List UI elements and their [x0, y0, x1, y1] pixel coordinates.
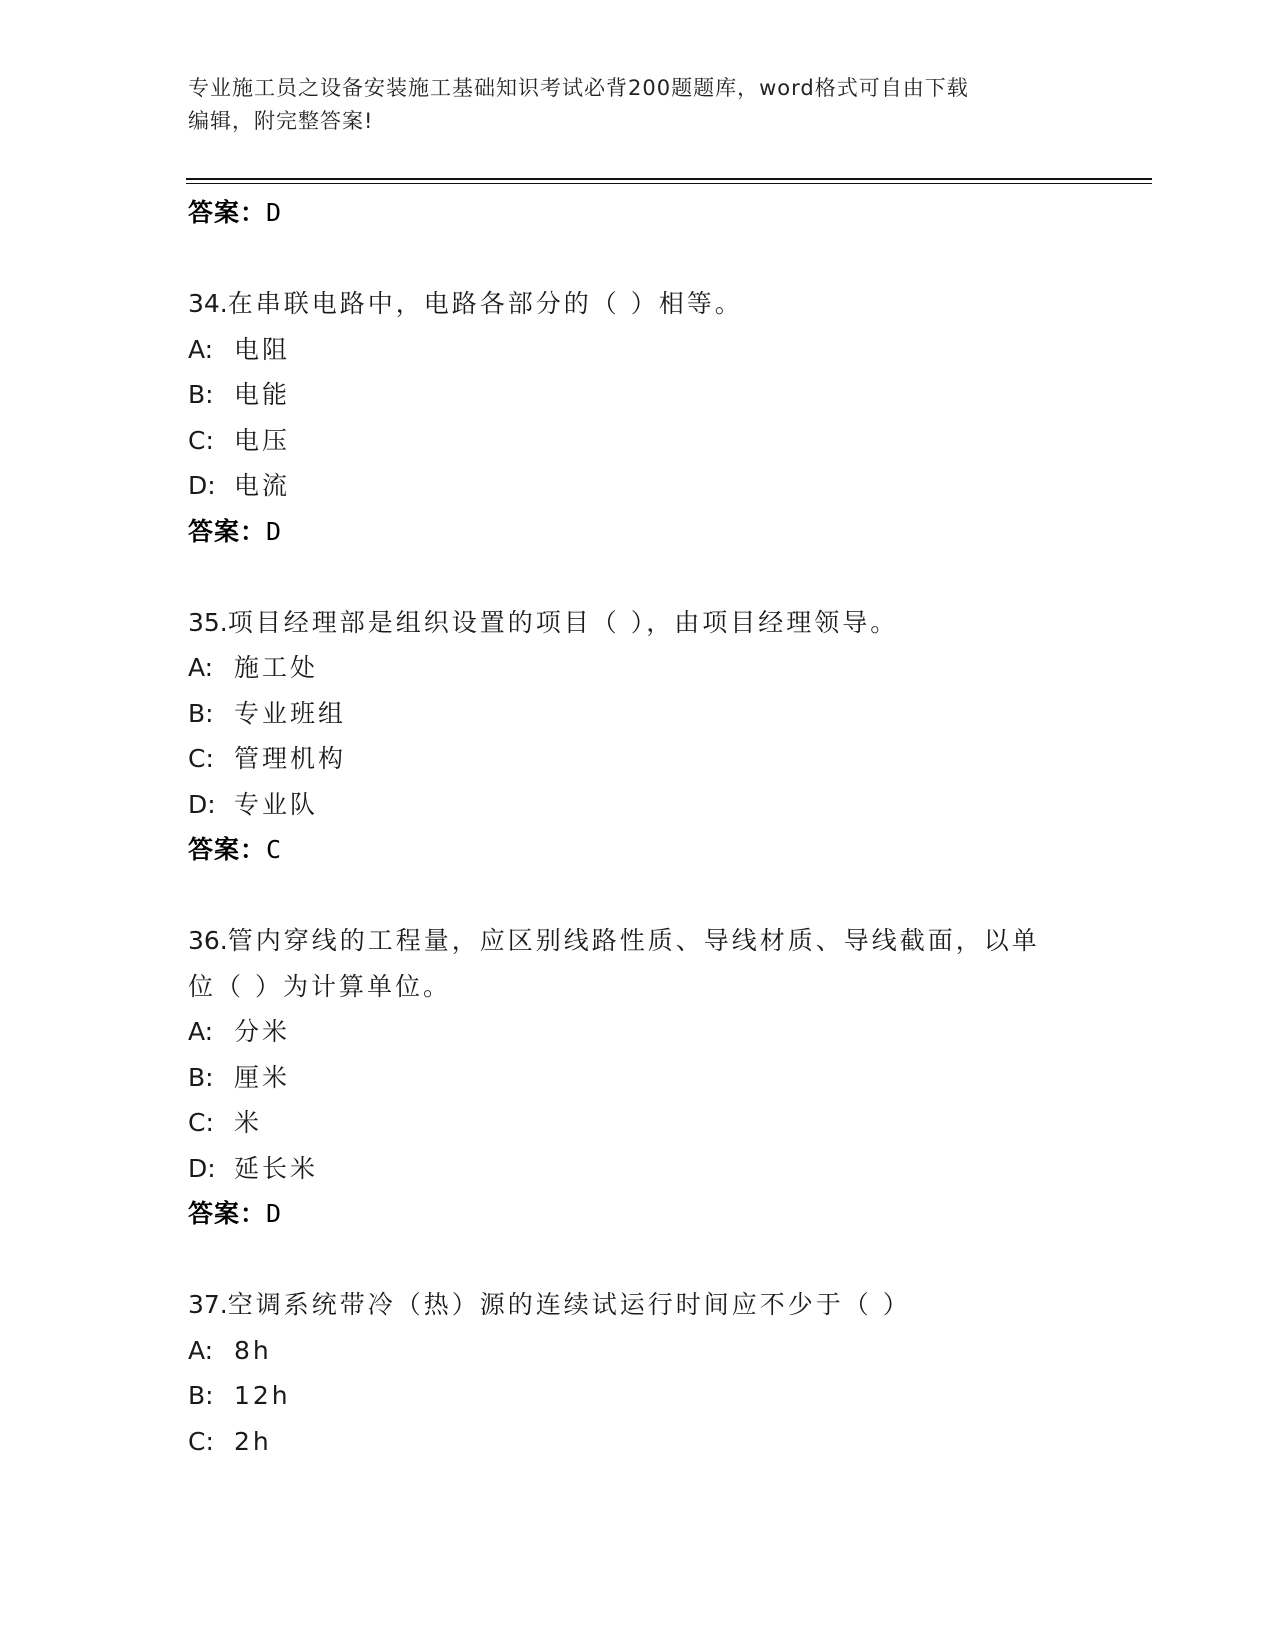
question-number: 35.	[188, 607, 228, 637]
option-text: 电阻	[234, 334, 291, 364]
option-c	[188, 1419, 1108, 1465]
option-key: A:	[188, 334, 214, 364]
option-d	[188, 782, 1108, 828]
option-text: 分米	[234, 1017, 291, 1046]
answer-value: D	[266, 1199, 283, 1228]
option-key: D:	[188, 1153, 216, 1183]
option-key: B:	[188, 380, 214, 409]
answer-value: D	[266, 516, 283, 546]
option-b	[188, 691, 1108, 737]
question-stem	[188, 1282, 1108, 1328]
question-number: 34.	[188, 289, 228, 318]
option-text: 专业队	[234, 789, 319, 819]
answer-label: 答案：	[188, 198, 267, 227]
option-key: A:	[188, 1017, 214, 1046]
question-block-37	[188, 1282, 1108, 1464]
question-stem	[188, 918, 1108, 964]
option-c	[188, 1100, 1108, 1146]
option-key: B:	[188, 698, 214, 728]
option-text: 米	[234, 1108, 263, 1137]
option-key: C:	[188, 1426, 214, 1456]
spacer	[188, 873, 1108, 919]
option-key: C:	[188, 1108, 214, 1137]
question-list	[188, 190, 1108, 1464]
option-text: 电流	[234, 471, 291, 500]
document-header	[188, 72, 1068, 138]
answer-line	[188, 827, 1108, 873]
answer-line	[188, 509, 1108, 555]
option-text: 2h	[234, 1426, 272, 1456]
option-key: C:	[188, 744, 214, 773]
option-a	[188, 1328, 1108, 1374]
question-stem	[188, 281, 1108, 327]
question-text: 在串联电路中，电路各部分的（ ）相等。	[227, 289, 743, 318]
spacer	[188, 1237, 1108, 1283]
question-stem	[188, 600, 1108, 646]
option-b	[188, 372, 1108, 418]
question-number: 36.	[188, 926, 228, 955]
option-b	[188, 1373, 1108, 1419]
option-text: 施工处	[234, 653, 319, 682]
question-block-34	[188, 281, 1108, 554]
question-block-35	[188, 600, 1108, 873]
header-divider-thick	[186, 178, 1152, 180]
option-d	[188, 463, 1108, 509]
previous-answer	[188, 190, 1108, 236]
option-key: C:	[188, 425, 214, 455]
spacer	[188, 554, 1108, 600]
option-key: B:	[188, 1062, 214, 1092]
question-text: 空调系统带冷（热）源的连续试运行时间应不少于（ ）	[227, 1290, 911, 1319]
option-d	[188, 1146, 1108, 1192]
answer-label: 答案：	[188, 516, 267, 546]
answer-label: 答案：	[188, 835, 267, 864]
option-a	[188, 645, 1108, 691]
option-key: D:	[188, 789, 216, 819]
option-key: A:	[188, 1335, 214, 1365]
option-key: D:	[188, 471, 216, 500]
option-c	[188, 418, 1108, 464]
header-divider-thin	[186, 183, 1152, 184]
question-number: 37.	[188, 1290, 228, 1319]
option-text: 8h	[234, 1335, 272, 1365]
option-text: 电压	[234, 425, 291, 455]
option-a	[188, 1009, 1108, 1055]
question-text: 位（ ）为计算单位。	[188, 971, 451, 1001]
option-key: A:	[188, 653, 214, 682]
option-b	[188, 1055, 1108, 1101]
option-text: 延长米	[234, 1153, 319, 1183]
option-text: 专业班组	[234, 698, 347, 728]
question-text: 项目经理部是组织设置的项目（ ），由项目经理领导。	[227, 607, 899, 637]
question-text: 管内穿线的工程量，应区别线路性质、导线材质、导线截面，以单	[227, 926, 1040, 955]
header-title-line-1: 专业施工员之设备安装施工基础知识考试必背200题题库，word格式可自由下载	[188, 76, 969, 100]
answer-value: D	[266, 198, 283, 227]
answer-label: 答案：	[188, 1199, 267, 1228]
option-a	[188, 327, 1108, 373]
option-text: 电能	[234, 380, 291, 409]
option-c	[188, 736, 1108, 782]
header-title-line-2: 编辑，附完整答案!	[188, 109, 374, 133]
option-text: 厘米	[234, 1062, 291, 1092]
option-text: 管理机构	[234, 744, 347, 773]
question-stem-continued	[188, 964, 1108, 1010]
question-block-36	[188, 918, 1108, 1237]
option-key: B:	[188, 1381, 214, 1410]
answer-value: C	[266, 835, 283, 864]
option-text: 12h	[234, 1381, 291, 1410]
answer-line	[188, 1191, 1108, 1237]
spacer	[188, 236, 1108, 282]
